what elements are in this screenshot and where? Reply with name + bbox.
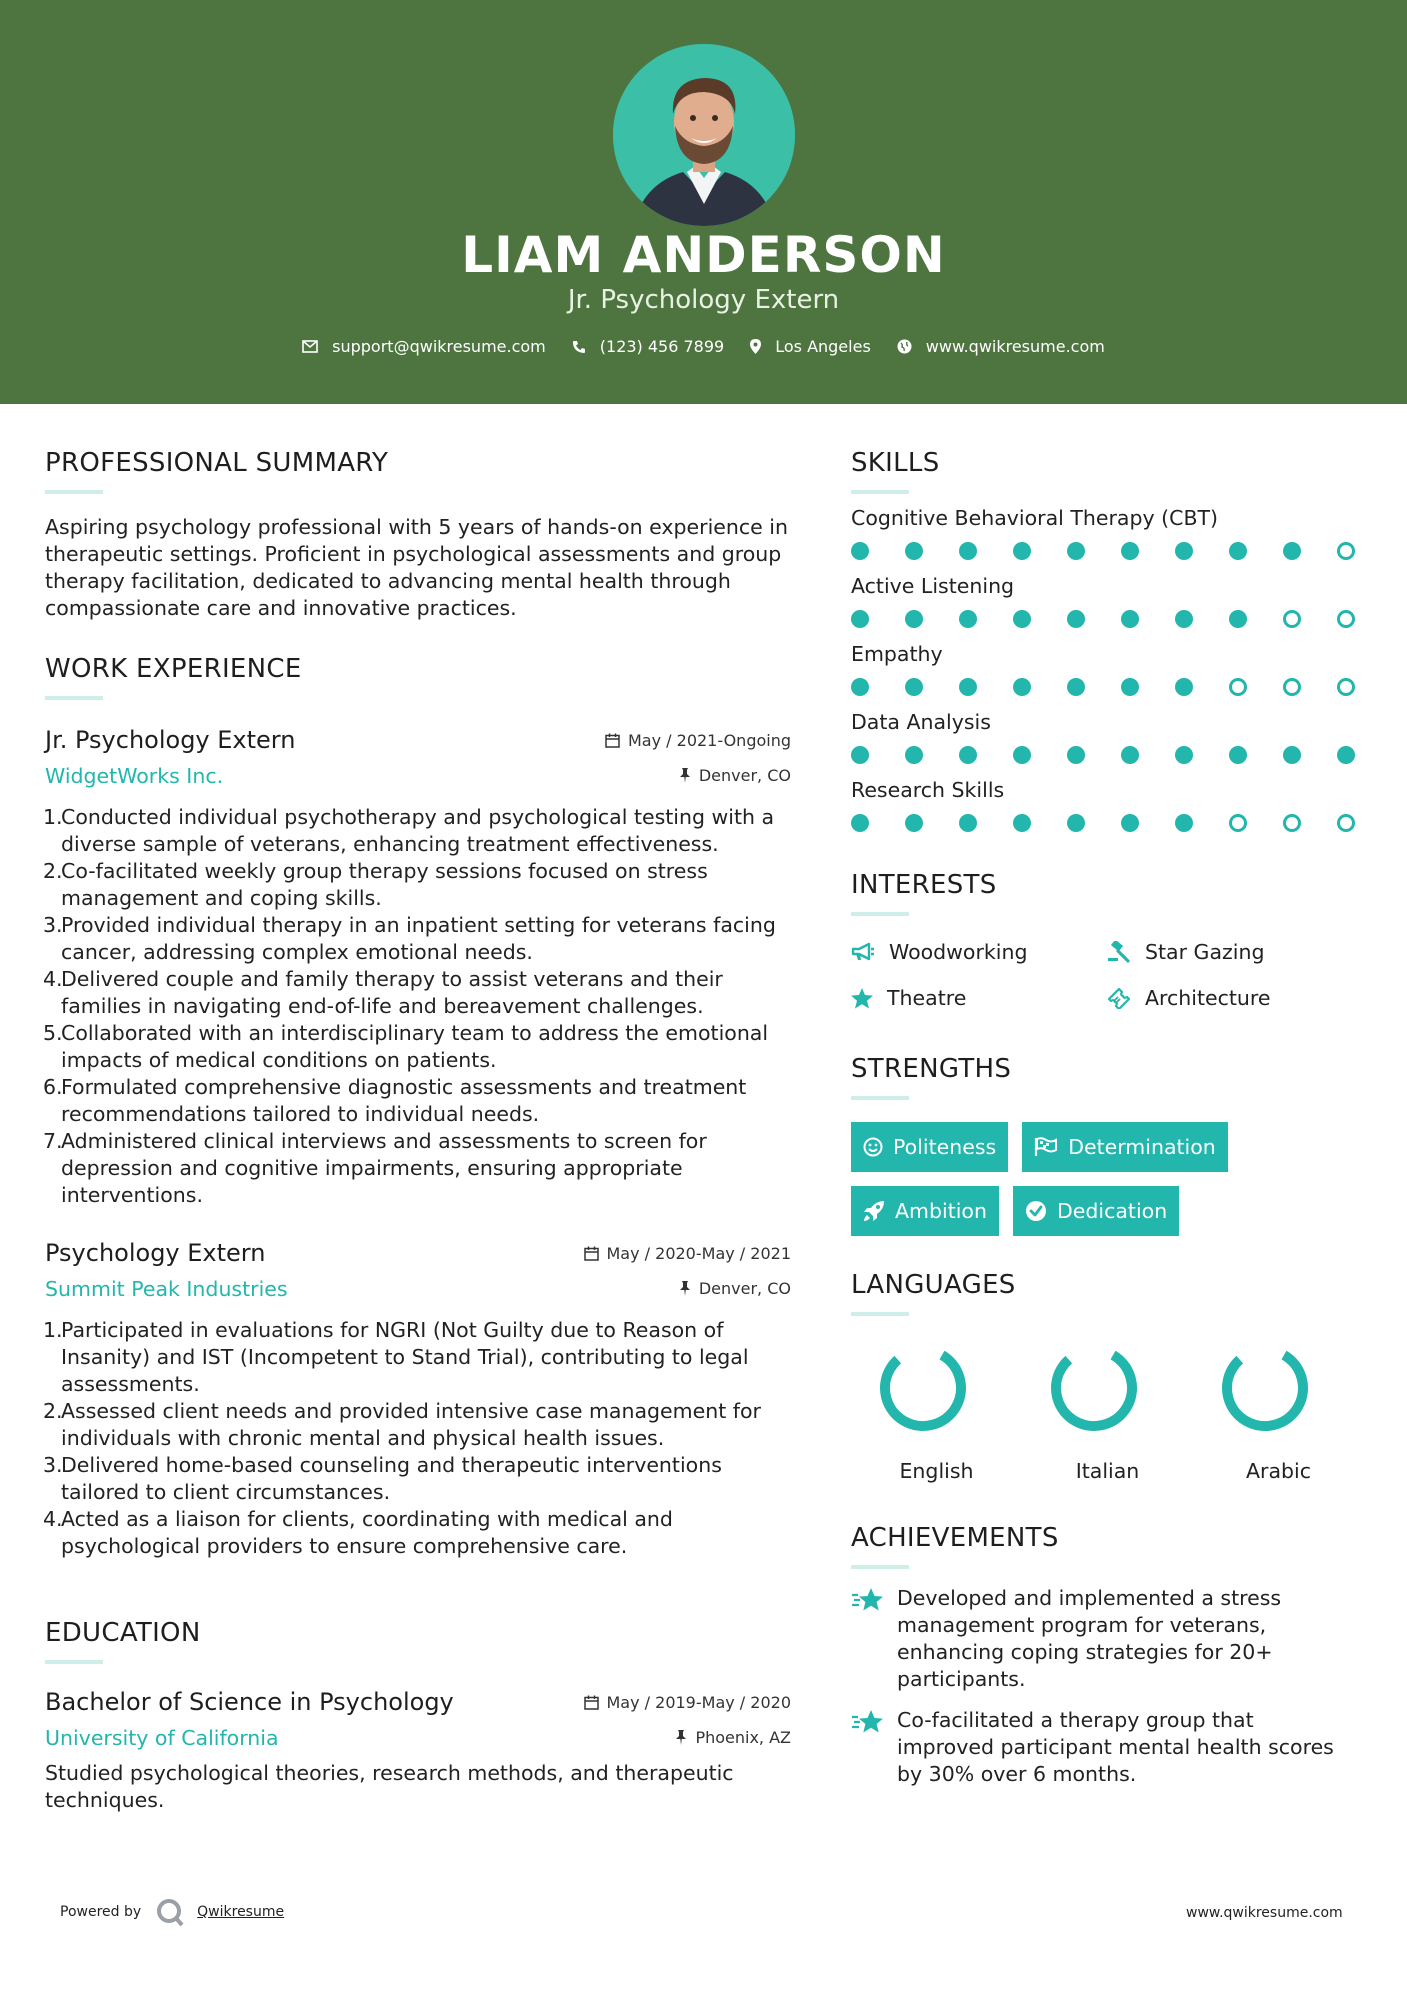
job-company: WidgetWorks Inc. [45,764,224,788]
rating-dot-filled [1175,746,1193,764]
rating-dot-filled [1175,542,1193,560]
education-school: University of California [45,1726,279,1750]
duty-number: 1. [43,1318,63,1342]
interest-label: Theatre [887,986,967,1010]
language-item [1193,1342,1364,1483]
calendar-icon [584,1695,599,1710]
language-item [851,1342,1022,1483]
interest-label: Architecture [1145,986,1271,1010]
rating-dot-filled [959,610,977,628]
strength-label: Politeness [893,1135,997,1159]
rating-dot-filled [1121,746,1139,764]
job-list [45,726,791,1560]
duty-item [45,1074,791,1128]
education-entry [45,1688,791,1814]
map-marker-icon [750,339,761,354]
strength-chip [851,1122,1008,1172]
skill-rating [851,746,1355,764]
interest-item [851,940,1107,964]
footer-powered-by [60,1897,284,1927]
achievement-list [851,1585,1371,1788]
rating-dot-filled [959,746,977,764]
interest-item [1107,940,1347,964]
achievement-item [851,1585,1371,1693]
duty-item [45,1398,791,1452]
rating-dot-filled [1067,610,1085,628]
profile-photo [613,44,795,226]
calendar-icon [605,733,620,748]
duty-number: 3. [43,913,63,937]
duty-item [45,1020,791,1074]
rating-dot-filled [851,678,869,696]
achievement-item [851,1707,1371,1788]
work-heading: WORK EXPERIENCE [45,654,791,700]
skill-name: Empathy [851,642,943,666]
gavel-icon [1107,941,1131,963]
rating-dot-filled [1121,814,1139,832]
smile-icon [863,1137,883,1157]
rating-dot-filled [905,610,923,628]
strengths-heading: STRENGTHS [851,1054,1371,1100]
strength-chip [1022,1122,1228,1172]
languages-section [851,1270,1371,1483]
duty-text: Delivered couple and family therapy to assist veterans and their families in navigating end-of-life and bereavement challenges. [61,967,723,1018]
interest-label: Woodworking [889,940,1028,964]
rating-dot-filled [959,678,977,696]
rating-dot-empty [1283,610,1301,628]
rating-dot-filled [1067,746,1085,764]
job-entry [45,1239,791,1560]
duty-text: Provided individual therapy in an inpatient setting for veterans facing cancer, addressing complex emotional needs. [61,913,776,964]
duty-number: 5. [43,1021,63,1045]
skill-name: Active Listening [851,574,1015,598]
rocket-icon [863,1200,885,1222]
strength-chip [851,1186,999,1236]
work-section [45,654,791,1560]
contact-email-text: support@qwikresume.com [332,337,546,356]
duty-item [45,1506,791,1560]
rating-dot-filled [1175,678,1193,696]
resume-header [0,0,1407,404]
rating-dot-filled [1067,678,1085,696]
job-entry [45,726,791,1209]
language-proficiency-ring [877,1342,969,1434]
duty-item [45,1128,791,1209]
rating-dot-filled [1013,814,1031,832]
education-heading: EDUCATION [45,1618,791,1664]
job-date: May / 2021-Ongoing [605,731,791,750]
contact-bar [0,337,1407,356]
skill-name: Data Analysis [851,710,991,734]
skills-section [851,448,1371,832]
language-label: English [899,1459,974,1483]
contact-website[interactable] [897,337,1105,356]
skill-list [851,506,1371,832]
education-description: Studied psychological theories, research methods, and therapeutic techniques. [45,1761,734,1812]
calendar-icon [584,1246,599,1261]
rating-dot-filled [1013,678,1031,696]
rating-dot-filled [1121,678,1139,696]
ticket-icon [1107,987,1131,1009]
skill-name: Cognitive Behavioral Therapy (CBT) [851,506,1219,530]
duty-number: 1. [43,805,63,829]
check-circle-icon [1025,1200,1047,1222]
language-label: Arabic [1246,1459,1311,1483]
job-title: Psychology Extern [45,1239,266,1267]
duty-item [45,804,791,858]
duty-number: 7. [43,1129,63,1153]
rating-dot-filled [1283,542,1301,560]
rating-dot-filled [851,542,869,560]
duty-item [45,966,791,1020]
footer-website[interactable]: www.qwikresume.com [1186,1905,1343,1921]
rating-dot-filled [1121,542,1139,560]
skill-rating [851,610,1355,628]
job-duties [45,804,791,1209]
duty-text: Conducted individual psychotherapy and psychological testing with a diverse sample of veterans, enhancing treatment effectiveness. [61,805,775,856]
interests-section [851,870,1371,1010]
rating-dot-empty [1337,678,1355,696]
rating-dot-empty [1283,814,1301,832]
strength-label: Determination [1068,1135,1216,1159]
duty-number: 6. [43,1075,63,1099]
globe-icon [897,339,912,354]
rating-dot-filled [1013,746,1031,764]
flag-icon [1034,1137,1058,1157]
education-date: May / 2019-May / 2020 [584,1693,792,1712]
skill-rating [851,678,1355,696]
interest-label: Star Gazing [1145,940,1265,964]
rating-dot-empty [1283,678,1301,696]
duty-text: Participated in evaluations for NGRI (Not Guilty due to Reason of Insanity) and IST (Incompetent to Stand Trial), contributing to legal assessments. [61,1318,749,1396]
language-proficiency-ring [1048,1342,1140,1434]
rating-dot-filled [1229,610,1247,628]
star-achievement-icon [851,1709,885,1737]
rating-dot-filled [905,678,923,696]
right-column [851,448,1371,1788]
rating-dot-filled [905,746,923,764]
rating-dot-filled [1013,610,1031,628]
rating-dot-filled [1175,610,1193,628]
contact-phone[interactable] [572,337,724,356]
rating-dot-filled [851,746,869,764]
duty-number: 4. [43,1507,63,1531]
job-location: Denver, CO [679,766,791,785]
rating-dot-filled [1229,542,1247,560]
rating-dot-filled [905,814,923,832]
duty-number: 4. [43,967,63,991]
star-achievement-icon [851,1587,885,1615]
achievements-heading: ACHIEVEMENTS [851,1523,1371,1569]
contact-email[interactable] [302,337,546,356]
rating-dot-filled [1013,542,1031,560]
rating-dot-filled [851,814,869,832]
qwikresume-link[interactable]: Qwikresume [197,1904,285,1920]
duty-item [45,858,791,912]
skill-rating [851,814,1355,832]
job-title: Jr. Psychology Extern [45,726,296,754]
skill-name: Research Skills [851,778,1005,802]
contact-website-text: www.qwikresume.com [925,337,1105,356]
duty-number: 2. [43,1399,63,1423]
education-section [45,1618,791,1814]
bullhorn-icon [851,942,875,962]
contact-location-text: Los Angeles [775,337,871,356]
rating-dot-filled [1229,746,1247,764]
interest-list [851,940,1371,1010]
language-proficiency-ring [1219,1342,1311,1434]
powered-by-text: Powered by [60,1904,142,1920]
star-icon [851,988,873,1009]
duty-text: Delivered home-based counseling and therapeutic interventions tailored to client circumstances. [61,1453,722,1504]
duty-text: Acted as a liaison for clients, coordinating with medical and psychological providers to ensure comprehensive care. [61,1507,673,1558]
job-location: Denver, CO [679,1279,791,1298]
interests-heading: INTERESTS [851,870,1371,916]
duty-number: 3. [43,1453,63,1477]
strength-list [851,1122,1311,1236]
job-duties [45,1317,791,1560]
rating-dot-filled [1067,542,1085,560]
rating-dot-filled [1067,814,1085,832]
interest-item [1107,986,1347,1010]
contact-phone-text: (123) 456 7899 [599,337,725,356]
language-label: Italian [1075,1459,1140,1483]
rating-dot-filled [1283,746,1301,764]
duty-text: Administered clinical interviews and assessments to screen for depression and cognitive impairments, ensuring appropriate interventions. [61,1129,707,1207]
education-location: Phoenix, AZ [675,1728,791,1747]
duty-item [45,912,791,966]
pin-icon [679,768,691,783]
rating-dot-empty [1337,814,1355,832]
duty-text: Collaborated with an interdisciplinary team to address the emotional impacts of medical conditions on patients. [61,1021,769,1072]
language-list [851,1342,1371,1483]
rating-dot-filled [905,542,923,560]
rating-dot-empty [1229,678,1247,696]
summary-heading: PROFESSIONAL SUMMARY [45,448,791,494]
duty-item [45,1317,791,1398]
achievement-text: Co-facilitated a therapy group that improved participant mental health scores by 30% over 6 months. [897,1708,1334,1786]
rating-dot-empty [1337,610,1355,628]
rating-dot-filled [1175,814,1193,832]
education-degree: Bachelor of Science in Psychology [45,1688,454,1716]
candidate-title: Jr. Psychology Extern [567,285,840,315]
duty-text: Co-facilitated weekly group therapy sessions focused on stress management and coping skills. [61,859,708,910]
envelope-icon [302,340,318,353]
languages-heading: LANGUAGES [851,1270,1371,1316]
qwikresume-logo-icon [155,1897,185,1927]
achievement-text: Developed and implemented a stress management program for veterans, enhancing coping strategies for 20+ participants. [897,1586,1282,1691]
rating-dot-empty [1229,814,1247,832]
strength-label: Ambition [895,1199,987,1223]
skill-rating [851,542,1355,560]
summary-text: Aspiring psychology professional with 5 years of hands-on experience in therapeutic settings. Proficient in psychological assessments and group therapy facilitation, dedicated to advancing mental health through compassionate care and innovative practices. [45,515,788,620]
skills-heading: SKILLS [851,448,1371,494]
pin-icon [675,1730,687,1745]
duty-number: 2. [43,859,63,883]
interest-item [851,986,1107,1010]
rating-dot-filled [959,542,977,560]
rating-dot-filled [851,610,869,628]
contact-location [750,337,871,356]
job-date: May / 2020-May / 2021 [584,1244,792,1263]
phone-icon [572,340,586,354]
duty-text: Assessed client needs and provided intensive case management for individuals with chronic mental and physical health issues. [61,1399,761,1450]
strength-label: Dedication [1056,1199,1168,1223]
job-company: Summit Peak Industries [45,1277,288,1301]
rating-dot-filled [1337,746,1355,764]
left-column [45,448,791,1814]
summary-section [45,448,791,622]
achievements-section [851,1523,1371,1788]
language-item [1022,1342,1193,1483]
candidate-name: LIAM ANDERSON [461,226,946,284]
rating-dot-empty [1337,542,1355,560]
strengths-section [851,1054,1371,1236]
duty-text: Formulated comprehensive diagnostic assessments and treatment recommendations tailored to individual needs. [61,1075,747,1126]
pin-icon [679,1281,691,1296]
rating-dot-filled [959,814,977,832]
rating-dot-filled [1121,610,1139,628]
duty-item [45,1452,791,1506]
strength-chip [1013,1186,1179,1236]
